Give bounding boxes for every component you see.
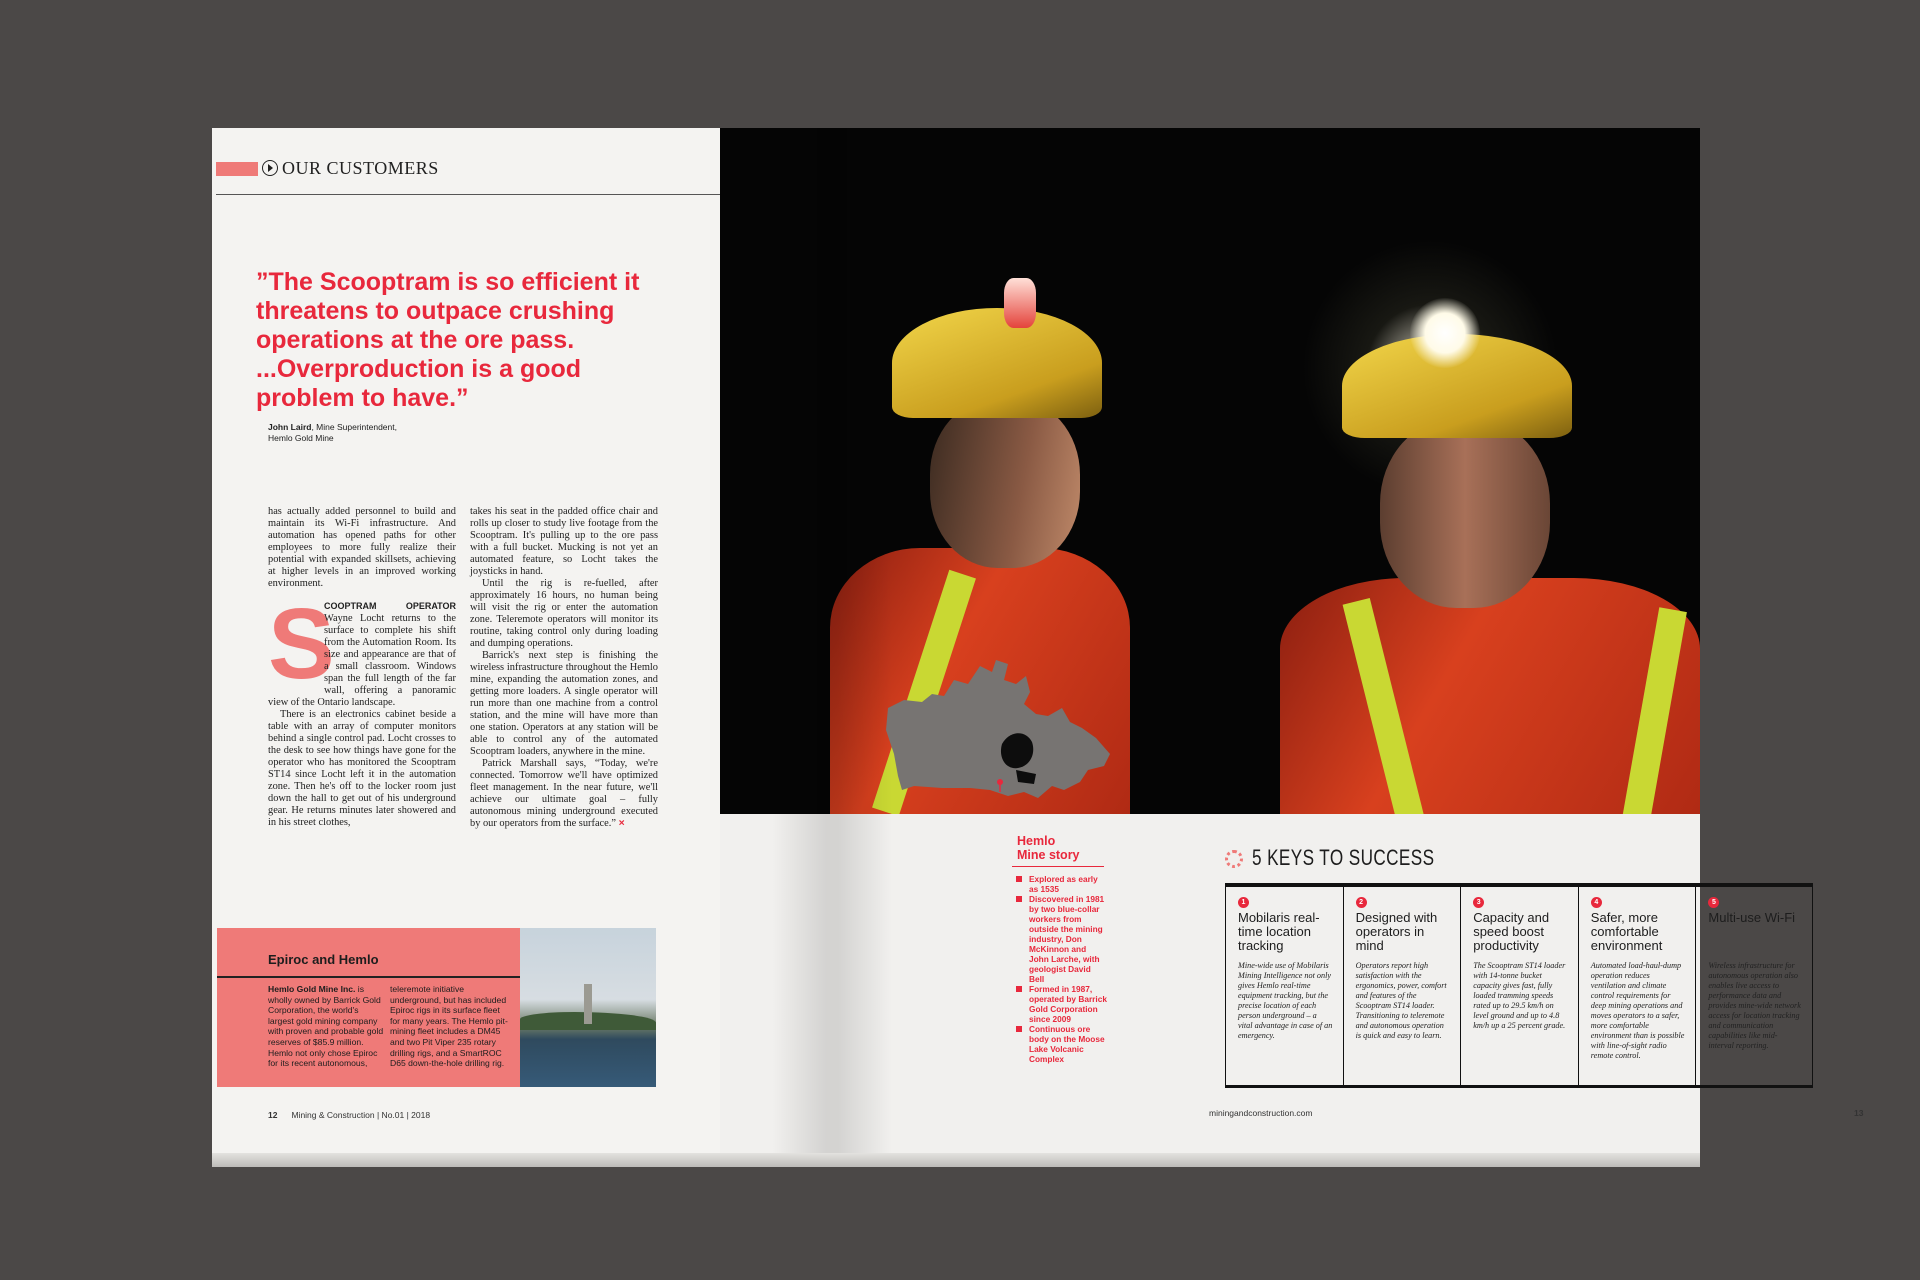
list-item: Discovered in 1981 by two blue-collar workers from outside the mining industry, Don McKinnon and John Larche, with geologist David Bell [1016,894,1108,984]
key-number: 2 [1356,897,1367,908]
keys-bottom-bar [1225,1085,1813,1088]
box-text-bold: Hemlo Gold Mine Inc. [268,984,356,994]
paragraph: Wayne Locht returns to the surface to complete his shift from the Automation Room. Its size and appearance are that of a small classroom. Windows span the full length of the far wall, offering a panoramic view of the Ontario landscape. [268,613,456,708]
drop-cap: S [268,588,335,700]
mine-landscape-photo [520,928,656,1087]
canada-map [884,658,1118,834]
dotted-circle-icon [1225,850,1243,868]
key-title: Mobilaris real-time location tracking [1238,910,1320,953]
miners-photo [720,128,1700,814]
key-item-1 [1225,887,1343,1085]
quote-attribution [268,422,468,444]
key-text: Operators report high satisfaction with the ergonomics, power, comfort and features of the Scooptram ST14 loader. Transitioning to teleremote and autonomous operation is quick and easy to learn. [1355,961,1447,1040]
key-title: Capacity and speed boost productivity [1473,910,1550,953]
lead-in: COOPTRAM OPERATOR [324,601,456,611]
list-item: Explored as early as 1535 [1016,874,1108,894]
section-tab [216,162,258,176]
article-column-2 [470,506,658,830]
key-number: 3 [1473,897,1484,908]
attribution-org: Hemlo Gold Mine [268,433,334,443]
publication-name: Mining & Construction [291,1110,375,1120]
play-circle-icon [262,160,278,176]
key-title: Safer, more comfortable environment [1590,910,1663,953]
attribution-name: John Laird [268,422,312,432]
keys-title: 5 KEYS TO SUCCESS [1252,845,1435,870]
key-text: Automated load-haul-dump operation reduces ventilation and climate control requirements for deep mining operations and moves operators to a safer, more comfortable environment than is possible with line-of-sight radio remote control. [1590,961,1685,1060]
box-text-body: is wholly owned by Barrick Gold Corporation, the world's largest gold mining company with proven and probable gold reserves of $85.9 million. Hemlo not only chose Epiroc for its recent autonomous, [268,984,384,1069]
dropcap-paragraph [268,588,456,709]
section-title: OUR CUSTOMERS [282,158,439,178]
key-number: 4 [1591,897,1602,908]
key-item-2 [1343,887,1461,1085]
paragraph: has actually added personnel to build and maintain its Wi-Fi infrastructure. And automation has opened paths for other employees to more fully realize their potential with expanded skillsets, achieving at higher levels in an improved working environment. [268,506,456,589]
website-url: miningandconstruction.com [1209,1108,1313,1118]
box-text-2: teleremote initiative underground, but has included Epiroc rigs in its surface fleet for many years. The Hemlo pit-mining fleet includes a DM45 and two Pit Viper 235 rotary drilling rigs, and a SmartROC D65 down-the-hole drilling rig. [390,984,508,1069]
list-item: Continuous ore body on the Moose Lake Volcanic Complex [1016,1024,1108,1064]
paragraph: There is an electronics cabinet beside a table with an array of computer monitors behind a single control pad. Locht crosses to the desk to see how things have gone for the operator who has monitored the Scooptram ST14 since Locht left it in the automation zone. Then he's off to the locker room just down the hall to get out of his underground gear. He returns minutes later showered and in his street clothes, [268,709,456,828]
key-number: 5 [1708,897,1719,908]
list-item: Formed in 1987, operated by Barrick Gold Corporation since 2009 [1016,984,1108,1024]
hemlo-rule [1012,866,1104,867]
hemlo-facts-list [1016,874,1108,1064]
paragraph: Barrick's next step is finishing the wireless infrastructure throughout the Hemlo mine, expanding the automation zones, and getting more loaders. A single operator will run more than one machine from a control station, and the mine will have more than one station. Operators at any station will be able to control any of the automated Scooptram loaders, anywhere in the mine. [470,650,658,757]
key-title: Designed with operators in mind [1355,910,1438,953]
page-edge [212,1153,1700,1167]
page-number-right: 13 [1854,1108,1864,1118]
box-title: Epiroc and Hemlo [268,952,379,967]
hemlo-title: Hemlo Mine story [1017,834,1080,862]
issue-info: | No.01 | 2018 [374,1110,431,1120]
key-number: 1 [1238,897,1249,908]
paragraph: Patrick Marshall says, “Today, we're connected. Tomorrow we'll have optimized fleet management. In the near future, we'll achieve our ultimate goal – fully autonomous mining underground executed by our operators from the surface.” [470,758,658,829]
paragraph: takes his seat in the padded office chair and rolls up closer to study live footage from the Scooptram. It's pulling up to the ore pass with a full bucket. Mucking is not yet an automated feature, so Locht takes the joysticks in hand. [470,506,658,577]
attribution-role: , Mine Superintendent, [311,422,397,432]
key-title: Multi-use Wi-Fi [1708,910,1796,925]
pull-quote: ”The Scooptram is so efficient it threatens to outpace crushing operations at the ore pass. ...Overproduction is a good problem to have.” [256,268,640,412]
footer-left [268,1110,430,1120]
key-item-3 [1460,887,1578,1085]
paragraph: Until the rig is re-fuelled, after approximately 16 hours, no human being will visit the rig or enter the automation zone. Teleremote operators will monitor its routine, taking control only during loading and dumping operations. [470,578,658,649]
key-item-5 [1695,887,1813,1085]
key-item-4 [1578,887,1696,1085]
page-number-left: 12 [268,1110,278,1120]
key-text: Mine-wide use of Mobilaris Mining Intelligence not only gives Hemlo real-time equipment tracking, but the precise location of each person underground – a vital advantage in case of an emergency. [1238,961,1333,1040]
box-rule [217,976,524,978]
box-text-1 [268,984,386,1069]
magazine-spread [212,128,1864,1153]
end-mark: × [618,818,625,829]
key-text: Wireless infrastructure for autonomous operation also enables live access to performance data and provides mine-wide network access for location tracking and communication capabilities like mid-interval reporting. [1708,961,1801,1050]
key-text: The Scooptram ST14 loader with 14-tonne bucket capacity gives fast, fully loaded tramming speeds rated up to 29.5 km/h on level ground and up to 4.8 km/h up a 25 percent grade. [1473,961,1566,1030]
article-column-1 [268,506,456,829]
